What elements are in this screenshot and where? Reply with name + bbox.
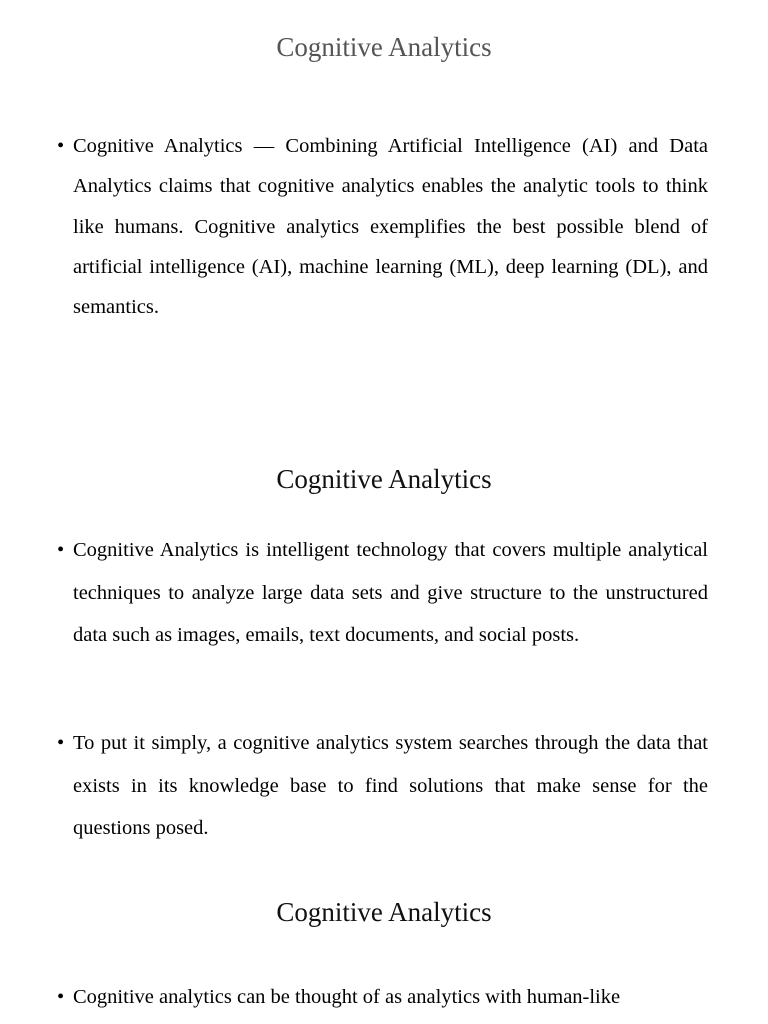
slide-3-bullet-1: • Cognitive analytics can be thought of as analytics with human-like [73, 976, 708, 1019]
slide-2-bullet-2: • To put it simply, a cognitive analytics system searches through the data that exists in its knowledge base to find solutions that make sense for the questions posed. [73, 722, 708, 850]
slide-3-title: Cognitive Analytics [276, 897, 492, 927]
slide-1-title: Cognitive Analytics [276, 32, 492, 62]
slide-2-bullet-1: • Cognitive Analytics is intelligent technology that covers multiple analytical techniques to analyze large data sets and give structure to the unstructured data such as images, emails, text documents, and social posts. [73, 529, 708, 657]
slide-2-title: Cognitive Analytics [276, 464, 492, 494]
slide-1-bullet-1: • Cognitive Analytics — Combining Artificial Intelligence (AI) and Data Analytics claims that cognitive analytics enables the analytic tools to think like humans. Cognitive analytics exemplifies the best possible blend of artificial intelligence (AI), machine learning (ML), deep learning (DL), and semantics. [73, 126, 708, 327]
